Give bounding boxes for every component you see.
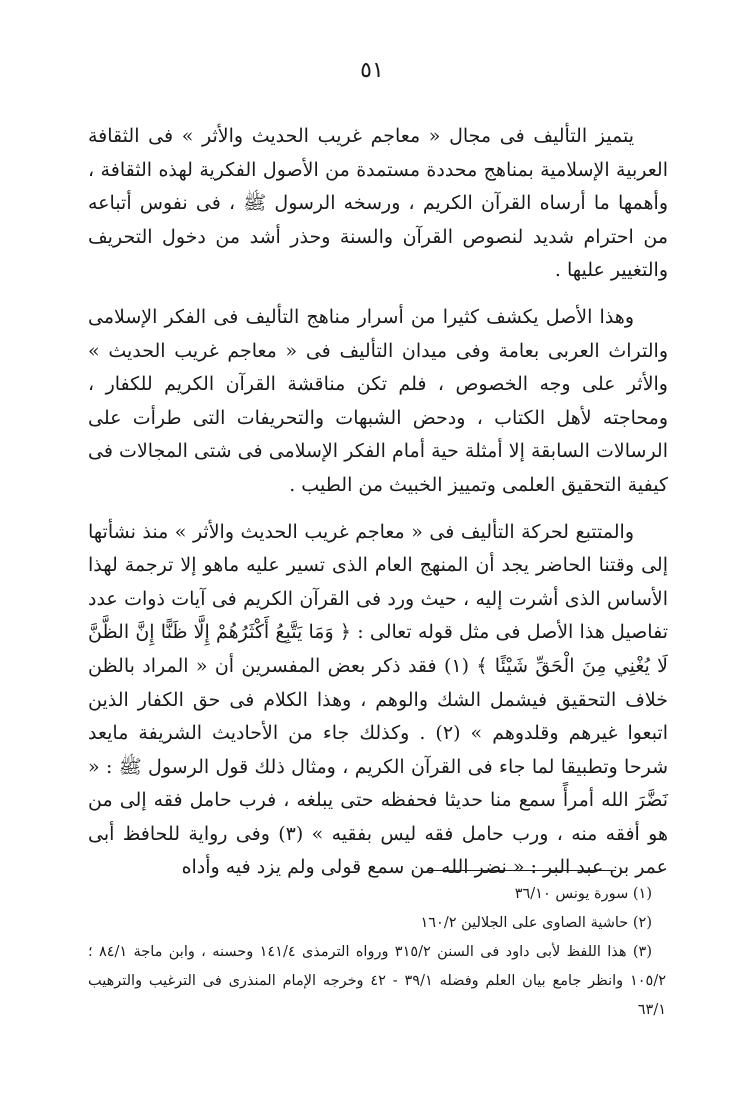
body-text [88,120,668,898]
footnotes [88,880,666,1025]
footnote-separator [428,870,616,871]
footnote-2: (٢) حاشية الصاوى على الجلالين ١٦٠/٢ [420,915,652,931]
paragraph-1: يتميز التأليف فى مجال « معاجم غريب الحديث والأثر » فى الثقافة العربية الإسلامية بمناهج محددة مستمدة من الأصول الفكرية لهذه الثقافة ، وأهمها ما أرساه القرآن الكريم ، ورسخه الرسول ﷺ ، فى نفوس أتباعه من احترام شديد لنصوص القرآن والسنة وحذر أشد من دخول التحريف والتغيير عليها . [88,125,668,282]
page-number: ٥١ [360,58,384,83]
paragraph-2: وهذا الأصل يكشف كثيرا من أسرار مناهج التأليف فى الفكر الإسلامى والتراث العربى بعامة وفى ميدان التأليف فى « معاجم غريب الحديث » والأثر على وجه الخصوص ، فلم تكن مناقشة القرآن الكريم للكفار ، ومحاجته لأهل الكتاب ، ودحض الشبهات والتحريفات التى طرأت على الرسالات السابقة إلا أمثلة حية أمام الفكر الإسلامى فى شتى المجالات فى كيفية التحقيق العلمى وتمييز الخبيث من الطيب . [88,305,668,496]
paragraph-3: والمتتبع لحركة التأليف فى « معاجم غريب الحديث والأثر » منذ نشأتها إلى وقتنا الحاضر يجد أن المنهج العام الذى تسير عليه ماهو إلا ترجمة لهذا الأساس الذى أشرت إليه ، حيث ورد فى القرآن الكريم فى آيات ذوات عدد تفاصيل هذا الأصل فى مثل قوله تعالى : ﴿ وَمَا يَتَّبِعُ أَكْثَرُهُمْ إِلَّا ظَنًّا إِنَّ الظَّنَّ لَا يُغْنِي مِنَ الْحَقِّ شَيْئًا ﴾ (١) فقد ذكر بعض المفسرين أن « المراد بالظن خلاف التحقيق فيشمل الشك والوهم ، وهذا الكلام فى حق الكفار الذين اتبعوا غيرهم وقلدوهم » (٢) . وكذلك جاء من الأحاديث الشريفة مايعد شرحا وتطبيقا لما جاء فى القرآن الكريم ، ومثال ذلك قول الرسول ﷺ : « نَضَّرَ الله أمرأً سمع منا حديثا فحفظه حتى يبلغه ، فرب حامل فقه إلى من هو أفقه منه ، ورب حامل فقه ليس بفقيه » (٣) وفى رواية للحافظ أبى عمر بن عبد البر : « نضر الله من سمع قولى ولم يزد فيه وأداه [88,520,669,879]
footnote-3: (٣) هذا اللفظ لأبى داود فى السنن ٣١٥/٢ ورواه الترمذى ١٤١/٤ وحسنه ، وابن ماجة ٨٤/١ ؛ ١٠٥/٢ وانظر جامع بيان العلم وفضله ٣٩/١ - ٤٢ وخرجه الإمام المنذرى فى الترغيب والترهيب ٦٣/١ [88,944,666,1018]
footnote-1: (١) سورة يونس ٣٦/١٠ [514,886,652,902]
